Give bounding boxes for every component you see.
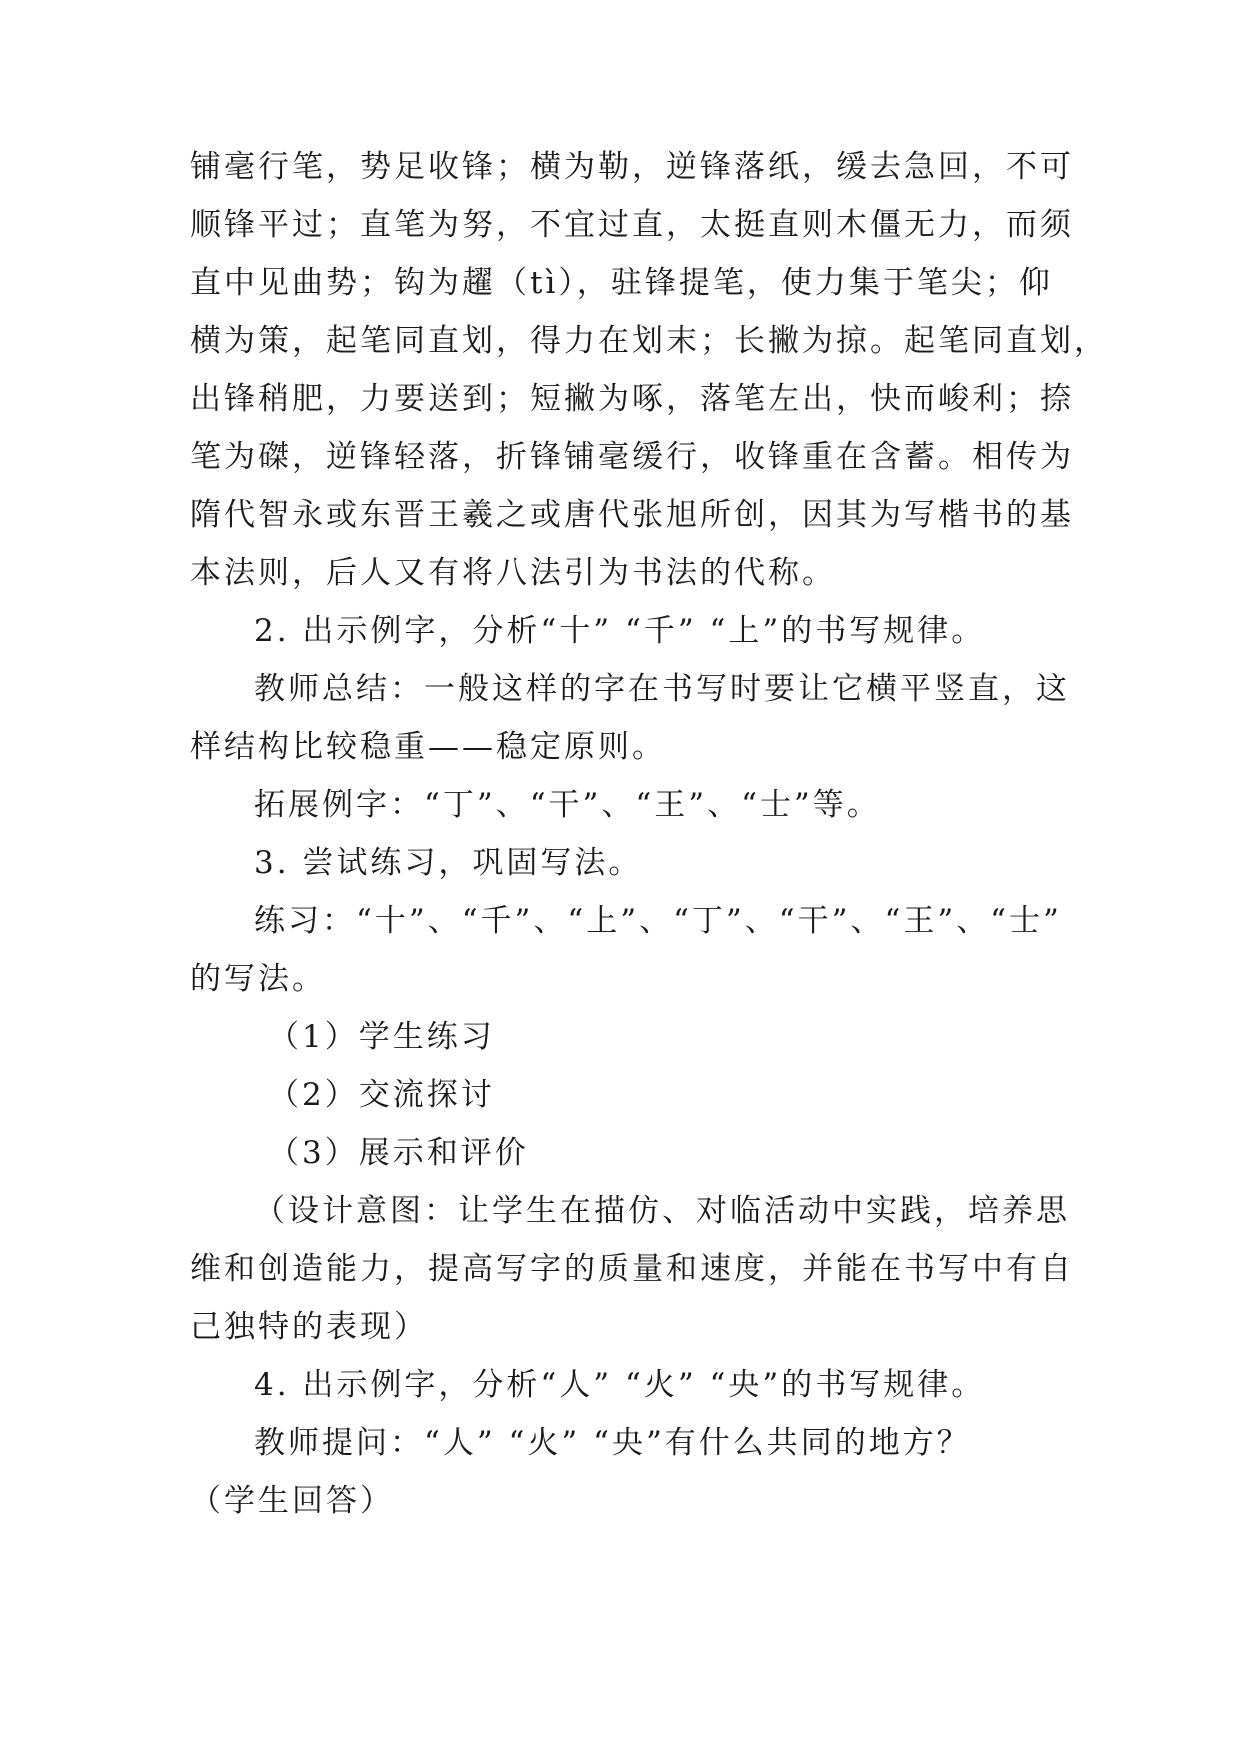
section-heading-4: 4. 出示例字，分析“人” “火” “央”的书写规律。 [254,1367,986,1403]
text-line: 样结构比较稳重——稳定原则。 [190,729,666,765]
section-heading-2: 2. 出示例字，分析“十” “千” “上”的书写规律。 [254,613,986,649]
text-line: 拓展例字：“丁”、“干”、“王”、“士”等。 [254,787,881,823]
text-line: 本法则，后人又有将八法引为书法的代称。 [190,555,836,591]
text-line: （学生回答） [190,1483,394,1519]
text-line: 出锋稍肥，力要送到；短撇为啄，落笔左出，快而峻利；捺 [190,381,1074,417]
text-line: （设计意图：让学生在描仿、对临活动中实践，培养思 [254,1193,1070,1229]
text-line: 的写法。 [190,961,326,997]
list-item: （3）展示和评价 [268,1135,529,1171]
list-item: （2）交流探讨 [268,1077,495,1113]
text-line: 教师总结：一般这样的字在书写时要让它横平竖直，这 [254,671,1070,707]
text-line: 横为策，起笔同直划，得力在划末；长撇为掠。起笔同直划， [190,323,1108,359]
list-item: （1）学生练习 [268,1019,495,1055]
text-line: 直中见曲势；钩为趯（tì），驻锋提笔，使力集于笔尖；仰 [190,265,1053,301]
section-heading-3: 3. 尝试练习，巩固写法。 [254,845,643,881]
text-line: 教师提问：“人” “火” “央”有什么共同的地方？ [254,1425,971,1461]
text-line: 铺毫行笔，势足收锋；横为勒，逆锋落纸，缓去急回，不可 [190,149,1074,185]
text-line: 维和创造能力，提高写字的质量和速度，并能在书写中有自 [190,1251,1074,1287]
text-line: 己独特的表现） [190,1309,428,1345]
text-line: 笔为磔，逆锋轻落，折锋铺毫缓行，收锋重在含蓄。相传为 [190,439,1074,475]
text-line: 顺锋平过；直笔为努，不宜过直，太挺直则木僵无力，而须 [190,207,1074,243]
text-line: 隋代智永或东晋王羲之或唐代张旭所创，因其为写楷书的基 [190,497,1074,533]
text-line: 练习：“十”、“千”、“上”、“丁”、“干”、“王”、“士” [254,903,1062,939]
